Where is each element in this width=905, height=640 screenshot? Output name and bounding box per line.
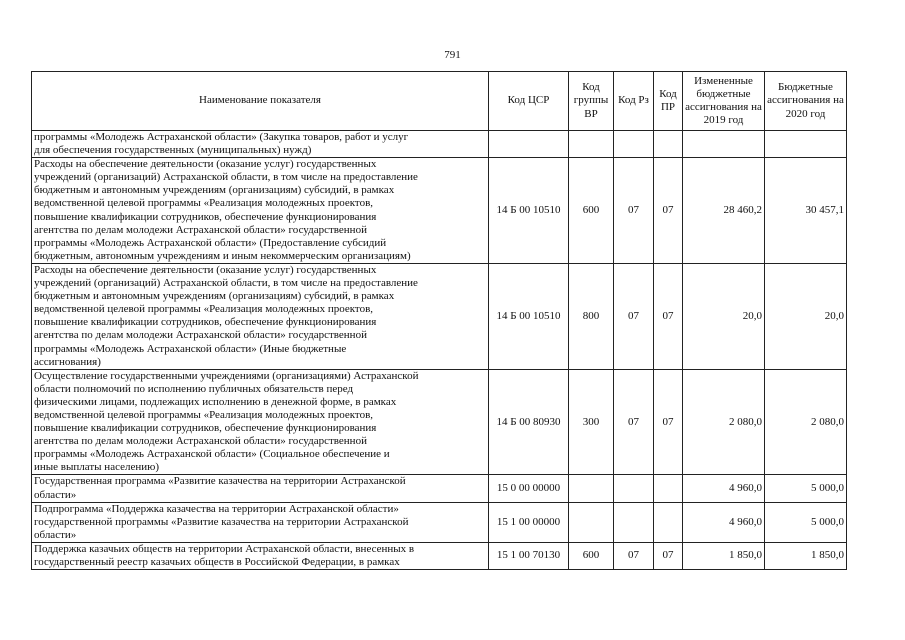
cell-amended-2019: 2 080,0 — [683, 369, 765, 475]
cell-rz: 07 — [614, 263, 654, 369]
name-line: ведомственной целевой программы «Реализация молодежных проектов, — [34, 197, 374, 210]
cell-budget-2020: 5 000,0 — [765, 475, 847, 502]
name-line: агентства по делам молодежи Астраханской области» государственной — [34, 435, 367, 448]
cell-rz: 07 — [614, 542, 654, 569]
cell-pr: 07 — [654, 158, 683, 264]
cell-pr — [654, 131, 683, 158]
name-line: Расходы на обеспечение деятельности (оказание услуг) государственных — [34, 263, 377, 276]
cell-name — [32, 158, 489, 264]
cell-vr — [569, 502, 614, 542]
cell-pr: 07 — [654, 263, 683, 369]
name-line: физическими лицами, подлежащих исполнению в денежной форме, в рамках — [34, 395, 397, 408]
name-line: государственной программы «Развитие казачества на территории Астраханской — [34, 515, 409, 528]
header-rz: Код Рз — [614, 72, 654, 131]
name-line: повышение квалификации сотрудников, обеспечение функционирования — [34, 316, 377, 329]
name-line: Расходы на обеспечение деятельности (оказание услуг) государственных — [34, 158, 377, 171]
cell-budget-2020 — [765, 131, 847, 158]
name-line: иные выплаты населению) — [34, 461, 159, 474]
cell-pr: 07 — [654, 542, 683, 569]
cell-name — [32, 263, 489, 369]
cell-name — [32, 369, 489, 475]
table-row — [32, 369, 847, 475]
cell-amended-2019: 4 960,0 — [683, 502, 765, 542]
name-line: области» — [34, 528, 77, 541]
cell-amended-2019 — [683, 131, 765, 158]
cell-rz — [614, 131, 654, 158]
table-row — [32, 502, 847, 542]
header-vr: Код группы ВР — [569, 72, 614, 131]
cell-budget-2020: 30 457,1 — [765, 158, 847, 264]
cell-name — [32, 475, 489, 502]
name-line: ведомственной целевой программы «Реализация молодежных проектов, — [34, 303, 374, 316]
header-pr: Код ПР — [654, 72, 683, 131]
cell-budget-2020: 5 000,0 — [765, 502, 847, 542]
cell-amended-2019: 4 960,0 — [683, 475, 765, 502]
cell-budget-2020: 20,0 — [765, 263, 847, 369]
cell-pr: 07 — [654, 369, 683, 475]
cell-name — [32, 131, 489, 158]
cell-pr — [654, 475, 683, 502]
name-line: для обеспечения государственных (муниципальных) нужд) — [34, 144, 312, 157]
cell-vr: 600 — [569, 542, 614, 569]
header-amended-2019: Измененные бюджетные ассигнования на 2019 год — [683, 72, 765, 131]
cell-vr: 800 — [569, 263, 614, 369]
name-line: Государственная программа «Развитие казачества на территории Астраханской — [34, 475, 406, 488]
table-body — [32, 131, 847, 570]
header-budget-2020: Бюджетные ассигнования на 2020 год — [765, 72, 847, 131]
name-line: программы «Молодежь Астраханской области» (Закупка товаров, работ и услуг — [34, 131, 409, 143]
cell-rz: 07 — [614, 369, 654, 475]
name-line: учреждений (организаций) Астраханской области, в том числе на предоставление — [34, 171, 418, 184]
name-line: программы «Молодежь Астраханской области» (Социальное обеспечение и — [34, 448, 390, 461]
cell-name — [32, 502, 489, 542]
name-line: повышение квалификации сотрудников, обеспечение функционирования — [34, 210, 377, 223]
cell-csr: 15 1 00 70130 — [489, 542, 569, 569]
cell-vr: 600 — [569, 158, 614, 264]
cell-budget-2020: 1 850,0 — [765, 542, 847, 569]
table-row — [32, 542, 847, 569]
cell-rz — [614, 502, 654, 542]
header-csr: Код ЦСР — [489, 72, 569, 131]
name-line: бюджетным, автономным учреждениям и иным некоммерческим организациям) — [34, 249, 411, 262]
name-line: Осуществление государственными учреждениями (организациями) Астраханской — [34, 369, 419, 382]
name-line: Подпрограмма «Поддержка казачества на территории Астраханской области» — [34, 502, 399, 515]
name-line: агентства по делам молодежи Астраханской области» государственной — [34, 329, 367, 342]
cell-vr — [569, 475, 614, 502]
name-line: бюджетным и автономным учреждениям (организациям) субсидий, в рамках — [34, 290, 395, 303]
name-line: области» — [34, 488, 77, 501]
cell-vr — [569, 131, 614, 158]
table-row — [32, 475, 847, 502]
cell-budget-2020: 2 080,0 — [765, 369, 847, 475]
name-line: ведомственной целевой программы «Реализация молодежных проектов, — [34, 408, 374, 421]
budget-table — [31, 71, 847, 570]
cell-vr: 300 — [569, 369, 614, 475]
cell-csr: 15 1 00 00000 — [489, 502, 569, 542]
cell-amended-2019: 20,0 — [683, 263, 765, 369]
cell-csr: 14 Б 00 80930 — [489, 369, 569, 475]
name-line: программы «Молодежь Астраханской области» (Иные бюджетные — [34, 342, 347, 355]
table-row — [32, 263, 847, 369]
name-line: программы «Молодежь Астраханской области» (Предоставление субсидий — [34, 236, 387, 249]
table-row — [32, 158, 847, 264]
cell-csr: 14 Б 00 10510 — [489, 263, 569, 369]
cell-csr — [489, 131, 569, 158]
name-line: учреждений (организаций) Астраханской области, в том числе на предоставление — [34, 277, 418, 290]
cell-pr — [654, 502, 683, 542]
header-name: Наименование показателя — [32, 72, 489, 131]
cell-rz: 07 — [614, 158, 654, 264]
name-line: государственный реестр казачьих обществ в Российской Федерации, в рамках — [34, 556, 400, 568]
cell-csr: 15 0 00 00000 — [489, 475, 569, 502]
cell-rz — [614, 475, 654, 502]
cell-amended-2019: 1 850,0 — [683, 542, 765, 569]
table-header-row — [32, 72, 847, 131]
name-line: ассигнования) — [34, 355, 101, 368]
cell-amended-2019: 28 460,2 — [683, 158, 765, 264]
name-line: бюджетным и автономным учреждениям (организациям) субсидий, в рамках — [34, 184, 395, 197]
name-line: агентства по делам молодежи Астраханской области» государственной — [34, 223, 367, 236]
table-row — [32, 131, 847, 158]
page-number: 791 — [444, 49, 461, 61]
cell-name — [32, 542, 489, 569]
name-line: Поддержка казачьих обществ на территории Астраханской области, внесенных в — [34, 542, 415, 555]
cell-csr: 14 Б 00 10510 — [489, 158, 569, 264]
name-line: повышение квалификации сотрудников, обеспечение функционирования — [34, 422, 377, 435]
name-line: области полномочий по исполнению публичных обязательств перед — [34, 382, 354, 395]
